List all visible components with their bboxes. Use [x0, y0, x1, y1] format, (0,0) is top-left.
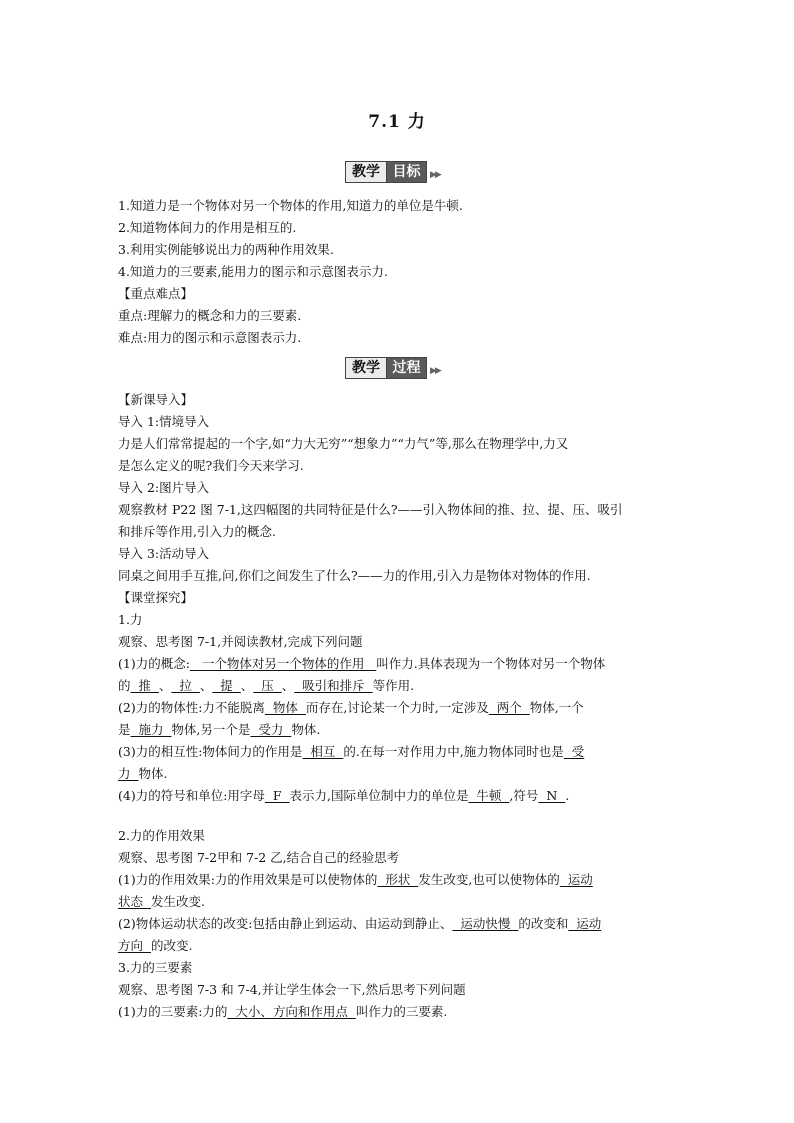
- intro1-line2: 是怎么定义的呢?我们今天来学习.: [118, 458, 304, 473]
- text: 等作用.: [372, 678, 415, 693]
- double-arrow-icon: ▶▶: [430, 366, 440, 376]
- fill-blank-answer: 力: [118, 766, 139, 781]
- fill-blank-answer: 吸引和排斥: [294, 678, 373, 693]
- intro3-title: 导入 3:活动导入: [118, 546, 210, 561]
- text: (4)力的符号和单位:用字母: [118, 788, 265, 803]
- s1-question2-line2: [118, 722, 688, 738]
- text: 的: [118, 678, 131, 693]
- fill-blank-answer: F: [264, 788, 290, 803]
- s1-question2-line1: [118, 700, 688, 716]
- s1-question3-line1: [118, 744, 688, 760]
- fill-blank-answer: 形状: [377, 872, 419, 887]
- fill-blank-answer: 受: [563, 744, 585, 759]
- fill-blank-answer: 牛顿: [468, 788, 510, 803]
- s2-question2-line1: [118, 916, 688, 932]
- text: (2)力的物体性:力不能脱离: [118, 700, 265, 715]
- fill-blank-answer: 方向: [118, 938, 151, 953]
- explore-heading: 【课堂探究】: [118, 590, 194, 605]
- intro1-title: 导入 1:情境导入: [118, 414, 210, 429]
- intro3-line1: 同桌之间用手互推,问,你们之间发生了什么?——力的作用,引入力是物体对物体的作用.: [118, 568, 591, 583]
- text: 表示力,国际单位制中力的单位是: [289, 788, 469, 803]
- text: 、: [199, 678, 213, 693]
- fill-blank-answer: 压: [253, 678, 282, 693]
- text: 、: [240, 678, 254, 693]
- fill-blank-answer: 状态: [118, 894, 151, 909]
- fill-blank-answer: 运动: [559, 872, 593, 887]
- s2-question1-line2: [118, 894, 688, 910]
- text: (3)力的相互性:物体间力的作用是: [118, 744, 303, 759]
- key-point: 重点:理解力的概念和力的三要素.: [118, 308, 302, 323]
- teaching-goals-badge: [345, 161, 427, 183]
- text: (1)力的作用效果:力的作用效果是可以使物体的: [118, 872, 378, 887]
- difficult-point: 难点:用力的图示和示意图表示力.: [118, 330, 302, 345]
- section2-title: 2.力的作用效果: [118, 828, 205, 843]
- fill-blank-answer: 物体: [264, 700, 306, 715]
- fill-blank-answer: 运动: [568, 916, 602, 931]
- text: 发生改变,也可以使物体的: [418, 872, 560, 887]
- text: 物体.: [138, 766, 168, 781]
- s1-question1-line2: [118, 678, 688, 694]
- intro-heading: 【新课导入】: [118, 392, 194, 407]
- s2-question1-line1: [118, 872, 688, 888]
- text: 的.在每一对作用力中,施力物体同时也是: [343, 744, 564, 759]
- text: 物体,一个: [529, 700, 584, 715]
- goal-4: 4.知道力的三要素,能用力的图示和示意图表示力.: [118, 264, 388, 279]
- fill-blank-answer: 拉: [171, 678, 200, 693]
- section1-intro: 观察、思考图 7-1,并阅读教材,完成下列问题: [118, 634, 363, 649]
- badge-left-text: 教学: [345, 357, 386, 379]
- fill-blank-answer: 施力: [130, 722, 172, 737]
- fill-blank-answer: 大小、方向和作用点: [227, 1004, 356, 1019]
- section1-title: 1.力: [118, 612, 143, 627]
- text: (1)力的概念:: [118, 656, 190, 671]
- section3-title: 3.力的三要素: [118, 960, 193, 975]
- s3-question1: [118, 1004, 688, 1020]
- badge-right-text: 过程: [386, 357, 427, 379]
- s1-question4: [118, 788, 688, 804]
- text: 发生改变.: [150, 894, 205, 909]
- text: 叫作力.具体表现为一个物体对另一个物体: [376, 656, 606, 671]
- fill-blank-answer: 一个物体对另一个物体的作用: [189, 656, 377, 671]
- text: 的改变和: [518, 916, 569, 931]
- teaching-process-banner: [0, 357, 794, 383]
- text: (2)物体运动状态的改变:包括由静止到运动、由运动到静止、: [118, 916, 453, 931]
- fill-blank-answer: N: [538, 788, 566, 803]
- section3-intro: 观察、思考图 7-3 和 7-4,并让学生体会一下,然后思考下列问题: [118, 982, 466, 997]
- goal-2: 2.知道物体间力的作用是相互的.: [118, 220, 297, 235]
- text: 、: [281, 678, 295, 693]
- s2-question2-line2: [118, 938, 688, 954]
- fill-blank-answer: 推: [130, 678, 159, 693]
- section2-intro: 观察、思考图 7-2甲和 7-2 乙,结合自己的经验思考: [118, 850, 400, 865]
- teaching-process-badge: [345, 357, 427, 379]
- text: 是: [118, 722, 131, 737]
- goal-3: 3.利用实例能够说出力的两种作用效果.: [118, 242, 334, 257]
- text: 而存在,讨论某一个力时,一定涉及: [305, 700, 489, 715]
- teaching-goals-banner: [0, 161, 794, 187]
- double-arrow-icon: ▶▶: [430, 170, 440, 180]
- text: 物体,另一个是: [171, 722, 251, 737]
- text: (1)力的三要素:力的: [118, 1004, 228, 1019]
- s1-question1-line1: [118, 656, 688, 672]
- text: 叫作力的三要素.: [355, 1004, 448, 1019]
- page-title: 7.1 力: [368, 112, 426, 132]
- text: 物体.: [291, 722, 321, 737]
- key-heading: 【重点难点】: [118, 286, 194, 301]
- text: 的改变.: [150, 938, 193, 953]
- badge-left-text: 教学: [345, 161, 386, 183]
- fill-blank-answer: 运动快慢: [452, 916, 519, 931]
- intro1-line1: 力是人们常常提起的一个字,如“力大无穷”“想象力”“力气”等,那么在物理学中,力又: [118, 436, 569, 451]
- text: ,符号: [509, 788, 539, 803]
- badge-right-text: 目标: [386, 161, 427, 183]
- intro2-line1: 观察教材 P22 图 7-1,这四幅图的共同特征是什么?——引入物体间的推、拉、提、压、吸引: [118, 502, 623, 517]
- fill-blank-answer: 提: [212, 678, 241, 693]
- fill-blank-answer: 相互: [302, 744, 344, 759]
- goal-1: 1.知道力是一个物体对另一个物体的作用,知道力的单位是牛顿.: [118, 198, 463, 213]
- fill-blank-answer: 两个: [488, 700, 530, 715]
- text: 、: [158, 678, 172, 693]
- s1-question3-line2: [118, 766, 688, 782]
- intro2-title: 导入 2:图片导入: [118, 480, 210, 495]
- text: .: [565, 788, 570, 803]
- intro2-line2: 和排斥等作用,引入力的概念.: [118, 524, 276, 539]
- fill-blank-answer: 受力: [250, 722, 292, 737]
